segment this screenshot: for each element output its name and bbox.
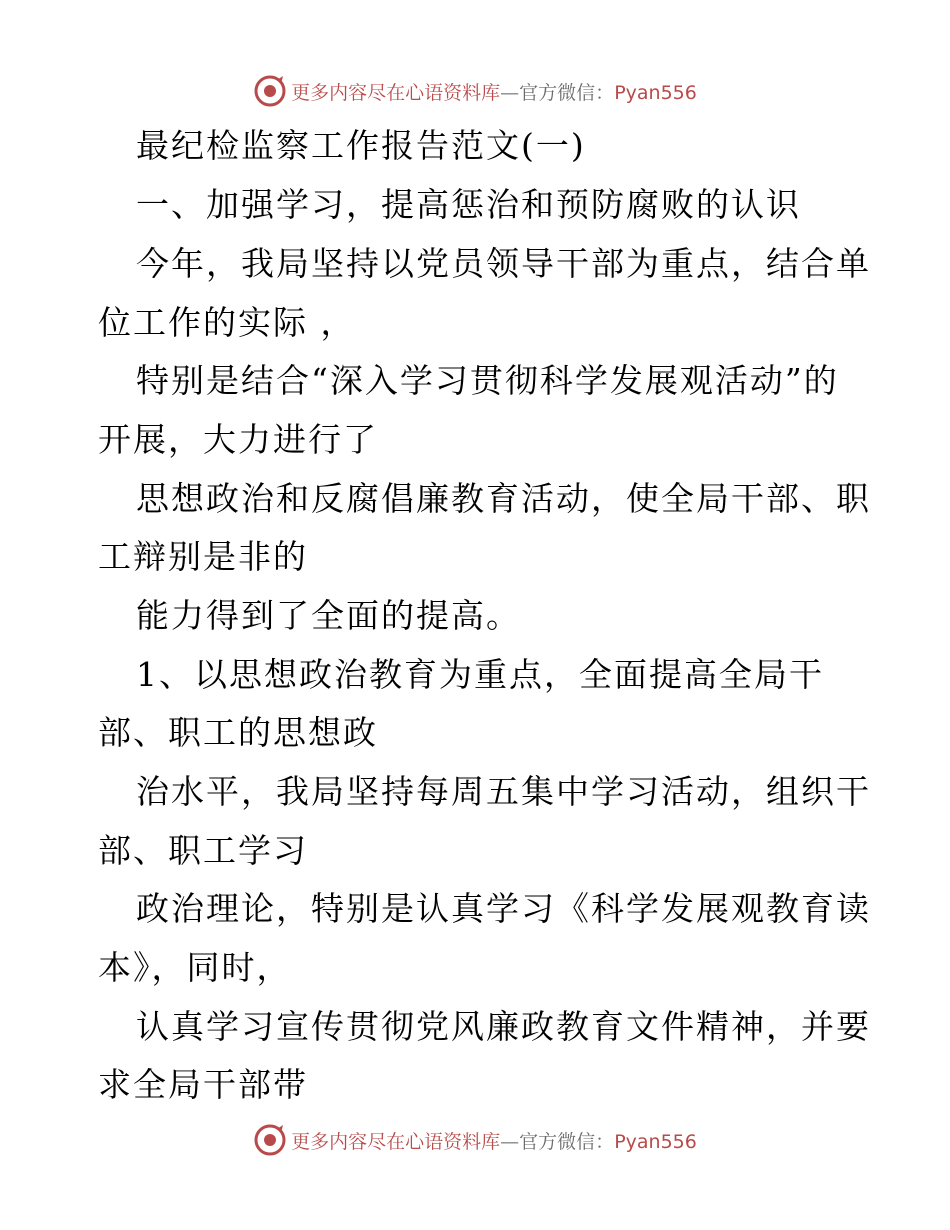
banner-separator: — xyxy=(500,81,520,104)
paragraph-line: 部、职工的思想政 xyxy=(98,713,378,752)
paragraph-line: 认真学习宣传贯彻党风廉政教育文件精神，并要 xyxy=(136,1007,871,1046)
paragraph-line: 思想政治和反腐倡廉教育活动，使全局干部、职 xyxy=(136,479,871,518)
footer-banner xyxy=(0,1120,950,1160)
paragraph-line: 开展，大力进行了 xyxy=(98,420,378,459)
banner-id: Pyan556 xyxy=(614,81,697,104)
paragraph-line: 1、以思想政治教育为重点，全面提高全局干 xyxy=(136,655,824,694)
banner-main: 更多内容尽在心语资料库 xyxy=(291,81,501,104)
section-heading: 一、加强学习，提高惩治和预防腐败的认识 xyxy=(136,185,801,224)
paragraph-line: 求全局干部带 xyxy=(98,1065,308,1104)
brand-logo-icon xyxy=(253,1123,287,1157)
paragraph-line: 特别是结合“深入学习贯彻科学发展观活动”的 xyxy=(136,361,839,400)
banner-id: Pyan556 xyxy=(614,1130,697,1153)
paragraph-line: 今年，我局坚持以党员领导干部为重点，结合单 xyxy=(136,244,871,283)
banner-label: 官方微信： xyxy=(519,1130,615,1153)
paragraph-line: 本》，同时， xyxy=(98,948,292,987)
document-title: 最纪检监察工作报告范文(一) xyxy=(136,126,586,165)
paragraph-line: 政治理论，特别是认真学习《科学发展观教育读 xyxy=(136,889,871,928)
banner-label: 官方微信： xyxy=(519,81,615,104)
paragraph-line: 治水平，我局坚持每周五集中学习活动，组织干 xyxy=(136,772,871,811)
paragraph-line: 部、职工学习 xyxy=(98,831,308,870)
banner-main: 更多内容尽在心语资料库 xyxy=(291,1130,501,1153)
paragraph-line: 位工作的实际 ， xyxy=(98,303,356,342)
banner-separator: — xyxy=(500,1130,520,1153)
banner-text xyxy=(291,1127,697,1154)
paragraph-line: 能力得到了全面的提高。 xyxy=(136,596,521,635)
paragraph-line: 工辩别是非的 xyxy=(98,537,308,576)
